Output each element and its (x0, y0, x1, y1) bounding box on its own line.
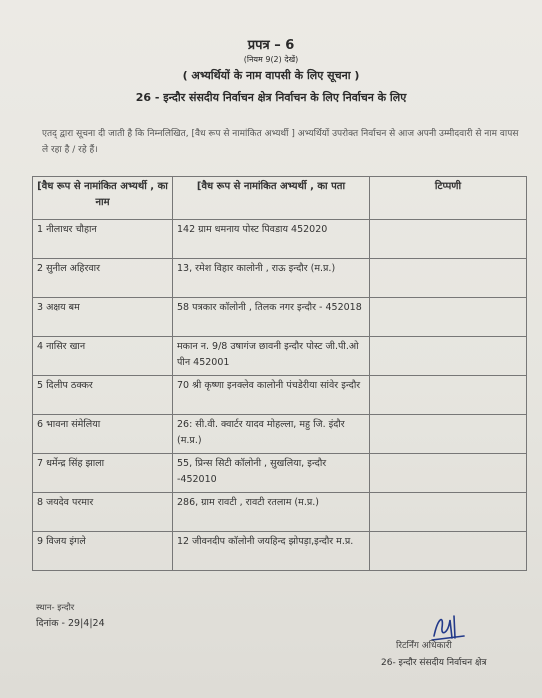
table-row (33, 337, 527, 376)
candidate-name: 9 विजय इंगले (33, 532, 173, 571)
candidate-remark (370, 532, 527, 571)
candidate-remark (370, 415, 527, 454)
candidate-remark (370, 337, 527, 376)
candidate-remark (370, 376, 527, 415)
notice-text: एतद् द्वारा सूचना दी जाती है कि निम्नलिखित, [वैध रूप से नामांकित अभ्यर्थी ] अभ्यर्थियों उपरोक्त निर्वाचन से आज अपनी उम्मीदवारी से नाम वापस ले रहा है / रहे हैं। (42, 129, 519, 155)
candidate-address: 286, ग्राम रावटी , रावटी रतलाम (म.प्र.) (173, 493, 370, 532)
table-header-row (33, 177, 527, 220)
candidate-name: 8 जयदेव परमार (33, 493, 173, 532)
table-row (33, 454, 527, 493)
header-name: [वैध रूप से नामांकित अभ्यर्थी , का नाम (33, 177, 173, 220)
candidate-address: 55, प्रिन्स सिटी कॉलोनी , सुखलिया, इन्दौर -452010 (173, 454, 370, 493)
signatory-title: रिटर्निंग अधिकारी (396, 641, 452, 651)
candidate-name: 3 अक्षय बम (33, 298, 173, 337)
candidate-address: 70 श्री कृष्णा इनक्लेव कालोनी पंचडेरीया सांवेर इन्दौर (173, 376, 370, 415)
candidate-address: 12 जीवनदीप कॉलोनी जयहिन्द झोपड़ा,इन्दौर म.प्र. (173, 532, 370, 571)
table-row (33, 220, 527, 259)
candidate-address: 13, रमेश विहार कालोनी , राऊ इन्दौर (म.प्र.) (173, 259, 370, 298)
candidate-name: 7 धर्मेन्द्र सिंह झाला (33, 454, 173, 493)
table-row (33, 298, 527, 337)
candidate-address: 26: सी.वी. क्वार्टर यादव मोहल्ला, महु जि. इंदौर (म.प्र.) (173, 415, 370, 454)
signatory-constituency: 26- इन्दौर संसदीय निर्वाचन क्षेत्र (381, 658, 487, 668)
candidate-address: मकान न. 9/8 उषागंज छावनी इन्दौर पोस्ट जी.पी.ओ पीन 452001 (173, 337, 370, 376)
candidate-name: 1 नीलाधर चौहान (33, 220, 173, 259)
table-row (33, 493, 527, 532)
candidate-remark (370, 220, 527, 259)
table-row (33, 532, 527, 571)
place-label: स्थान- इन्दौर (36, 603, 75, 613)
candidate-remark (370, 298, 527, 337)
constituency-heading: 26 - इन्दौर संसदीय निर्वाचन क्षेत्र निर्वाचन के लिए निर्वाचन के लिए (135, 91, 407, 104)
candidate-name: 5 दिलीप ठक्कर (33, 376, 173, 415)
candidate-name: 4 नासिर खान (33, 337, 173, 376)
form-title: प्रपत्र – 6 (247, 38, 295, 53)
notice-subtitle: ( अभ्यर्थियों के नाम वापसी के लिए सूचना ) (182, 69, 360, 82)
table-row (33, 259, 527, 298)
header-address: [वैध रूप से नामांकित अभ्यर्थी , का पता (173, 177, 370, 220)
table-row (33, 415, 527, 454)
candidate-address: 58 पत्रकार कॉलोनी , तिलक नगर इन्दौर - 452018 (173, 298, 370, 337)
candidate-remark (370, 454, 527, 493)
candidate-name: 6 भावना संमेलिया (33, 415, 173, 454)
candidate-remark (370, 259, 527, 298)
rule-reference: (नियम 9(2) देखें) (243, 55, 299, 64)
candidates-table (32, 176, 527, 571)
candidate-name: 2 सुनील अहिरवार (33, 259, 173, 298)
header-remark: टिप्पणी (370, 177, 527, 220)
candidate-remark (370, 493, 527, 532)
candidate-address: 142 ग्राम धमनाय पोस्ट पिवडाय 452020 (173, 220, 370, 259)
table-row (33, 376, 527, 415)
date-label: दिनांक - 29|4|24 (36, 618, 105, 629)
